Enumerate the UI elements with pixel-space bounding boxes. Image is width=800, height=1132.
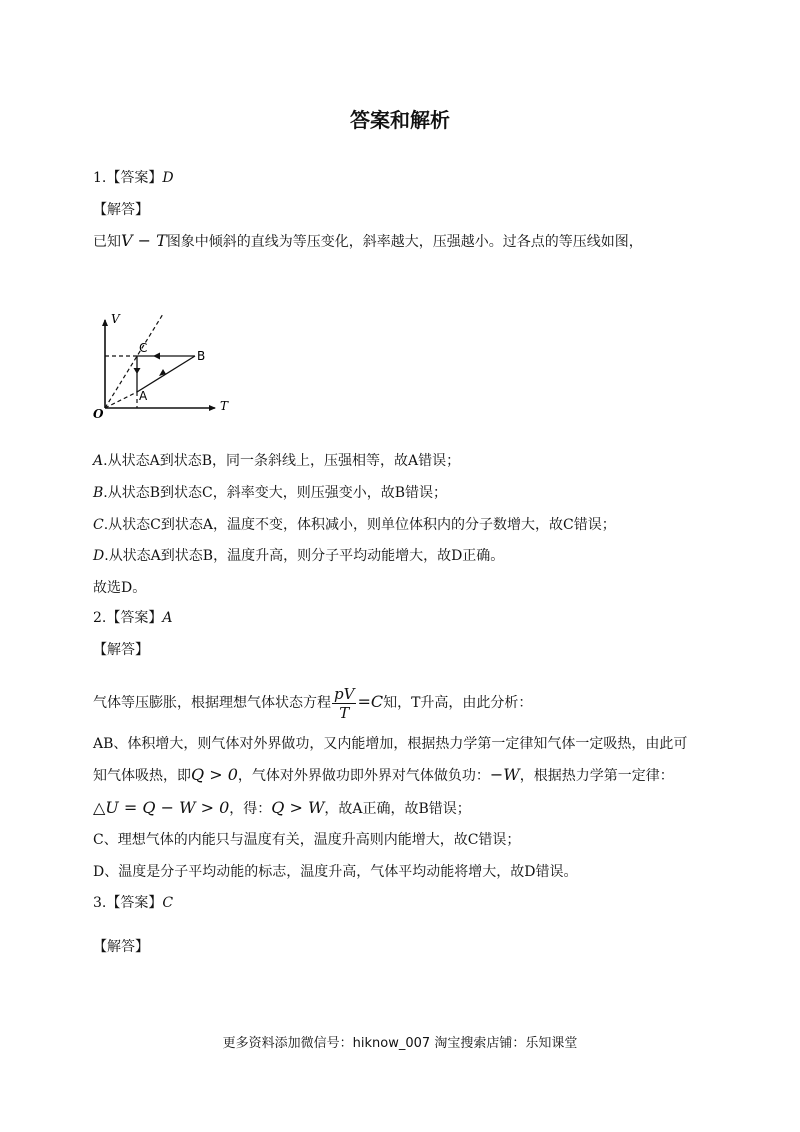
state-equation-fraction	[332, 685, 356, 722]
q2-line3-b: ，气体对外界做功即外界对气体做负功：	[237, 768, 490, 784]
q2-line4-b: ，故A正确，故B错误；	[324, 801, 471, 817]
q2-line3-math1: Q > 0	[191, 765, 238, 784]
q2-line3	[93, 765, 674, 786]
q3-jieda: 【解答】	[93, 939, 149, 955]
q1-option-d: D.从状态A到状态B，温度升高，则分子平均动能增大，故D正确。	[93, 548, 505, 564]
q1-option-b-letter: B	[93, 485, 104, 501]
fraction-rhs: =C	[357, 692, 384, 711]
arrow-bc	[153, 353, 160, 360]
q2-line3-c: ，根据热力学第一定律：	[519, 768, 674, 784]
q1-number: 1.	[93, 170, 107, 186]
fraction-numerator: pV	[334, 684, 355, 703]
q1-conclusion: 故选D。	[93, 580, 147, 596]
q1-answer-line	[93, 168, 174, 188]
q2-line3-math2: −W	[489, 765, 520, 784]
q1-answer-label: 【答案】	[106, 170, 163, 186]
q2-line4-math1: △U = Q − W > 0	[93, 798, 230, 817]
q1-intro-math: V − T	[121, 231, 167, 250]
q1-option-c-letter: C	[93, 517, 104, 533]
q2-line1-a: 气体等压膨胀，根据理想气体状态方程	[93, 695, 331, 711]
q1-answer: D	[162, 170, 174, 186]
q2-answer-label: 【答案】	[106, 610, 163, 626]
q1-option-d-text: 从状态A到状态B，温度升高，则分子平均动能增大，故D正确。	[108, 548, 505, 564]
q1-intro	[93, 231, 643, 252]
q1-option-d-letter: D	[93, 548, 105, 564]
q1-jieda: 【解答】	[93, 202, 149, 218]
q1-option-b-text: 从状态B到状态C，斜率变大，则压强变小，故B错误；	[107, 485, 448, 501]
label-v: V	[111, 312, 120, 326]
q1-option-a-text: 从状态A到状态B，同一条斜线上，压强相等，故A错误；	[107, 453, 461, 469]
q2-line1-b: 知，T升高，由此分析：	[383, 695, 533, 711]
label-t: T	[220, 399, 229, 413]
arrow-ca	[134, 368, 141, 374]
q3-number: 3.	[93, 895, 107, 911]
q1-option-c-text: 从状态C到状态A，温度不变，体积减小，则单位体积内的分子数增大，故C错误；	[108, 517, 616, 533]
page-title: 答案和解析	[350, 108, 450, 132]
q1-option-b: B.从状态B到状态C，斜率变大，则压强变小，故B错误；	[93, 485, 448, 501]
q2-line4	[93, 798, 471, 819]
q3-answer-label: 【答案】	[106, 895, 163, 911]
q2-answer-line	[93, 608, 172, 628]
q2-number: 2.	[93, 610, 107, 626]
label-b: B	[197, 349, 206, 363]
q2-line5: C、理想气体的内能只与温度有关，温度升高则内能增大，故C错误；	[93, 832, 521, 848]
q3-answer-line	[93, 893, 173, 913]
q1-intro-a: 已知	[93, 234, 121, 250]
q2-line1	[93, 682, 532, 723]
q2-jieda: 【解答】	[93, 642, 149, 658]
q2-answer: A	[162, 610, 173, 626]
q2-line4-a: ，得：	[229, 801, 272, 817]
fraction-denominator: T	[339, 703, 350, 722]
q2-line6: D、温度是分子平均动能的标志，温度升高，气体平均动能将增大，故D错误。	[93, 864, 578, 880]
vt-diagram	[93, 310, 243, 422]
q1-option-a: A.从状态A到状态B，同一条斜线上，压强相等，故A错误；	[93, 453, 461, 469]
q1-option-a-letter: A	[93, 453, 104, 469]
q2-line2: AB、体积增大，则气体对外界做功，又内能增加，根据热力学第一定律知气体一定吸热，由此可	[93, 736, 688, 752]
q2-line3-a: 知气体吸热，即	[93, 768, 191, 784]
page-footer: 更多资料添加微信号：hiknow_007 淘宝搜索店铺：乐知课堂	[222, 1036, 578, 1051]
isobar-c	[105, 314, 163, 408]
label-c: C	[139, 341, 148, 355]
q1-intro-b: 图象中倾斜的直线为等压变化，斜率越大，压强越小。过各点的等压线如图，	[166, 234, 643, 250]
q3-answer: C	[162, 895, 174, 911]
q1-option-c: C.从状态C到状态A，温度不变，体积减小，则单位体积内的分子数增大，故C错误；	[93, 517, 616, 533]
label-a: A	[139, 389, 148, 403]
label-o: O	[93, 407, 104, 421]
q2-line4-math2: Q > W	[271, 798, 325, 817]
